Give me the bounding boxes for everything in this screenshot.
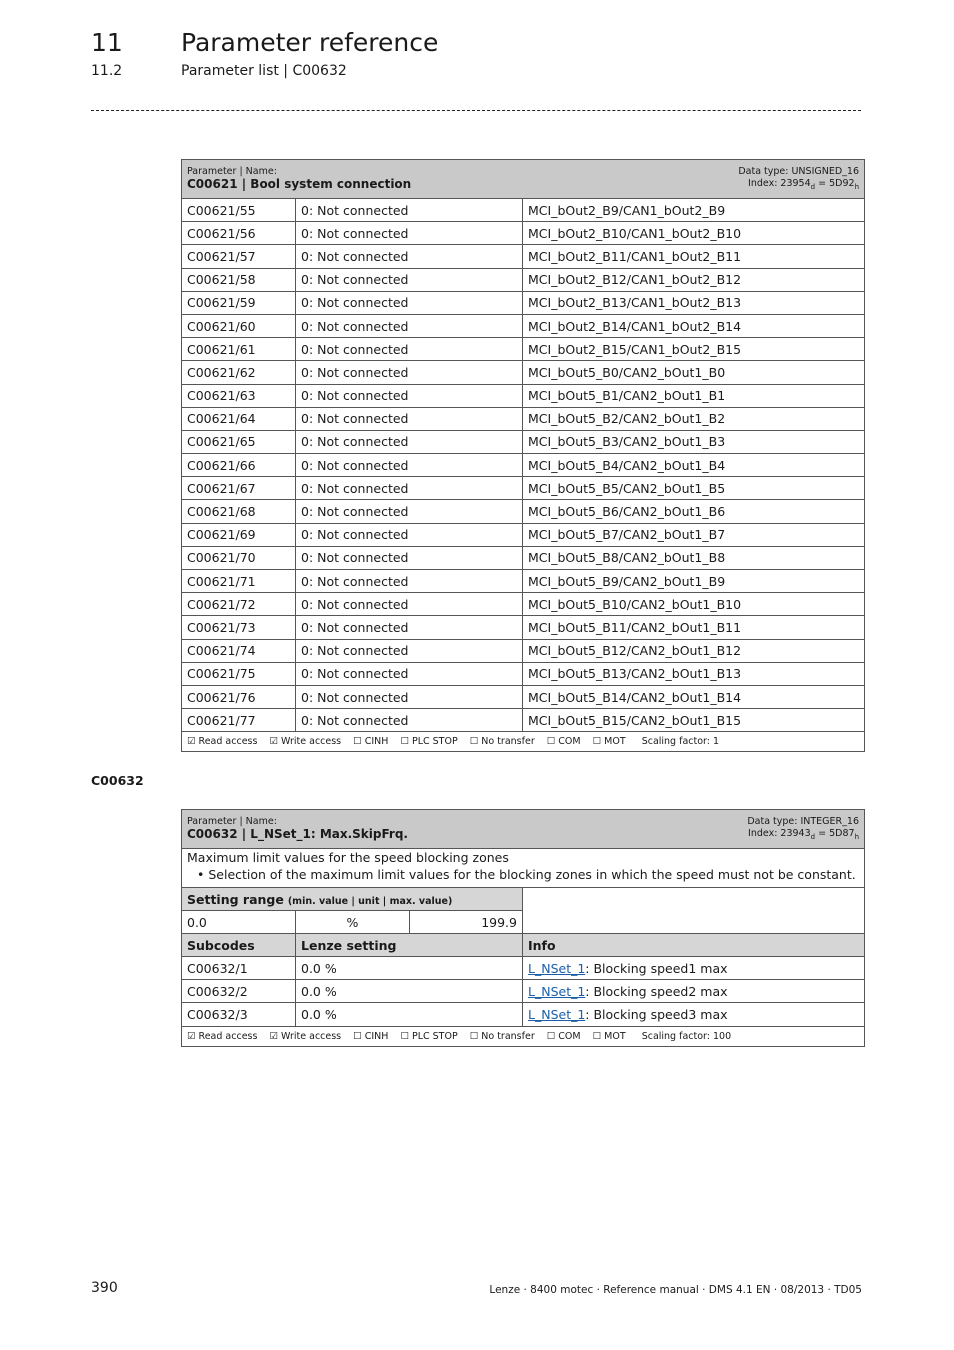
description-text: Maximum limit values for the speed blocking zones [187,850,509,865]
write-access-flag: ☑ Write access [269,1030,342,1042]
no-transfer-flag: ☐ No transfer [469,736,535,748]
section-title: Parameter list | C00632 [181,63,347,79]
setting-cell: 0: Not connected [296,523,523,546]
data-type-info: Data type: INTEGER_16 Index: $23943_d = 5D87_h$ [747,816,859,841]
setting-cell: 0: Not connected [296,407,523,430]
info-cell: MCI_bOut5_B0/CAN2_bOut1_B0 [523,361,865,384]
table-header [182,810,865,849]
subcode-cell: C00621/77 [182,709,296,732]
lenze-setting-cell: 0.0 % [296,1003,523,1026]
unit-value: % [296,911,410,934]
subcode-cell: C00621/65 [182,430,296,453]
setting-cell: 0: Not connected [296,546,523,569]
setting-cell: 0: Not connected [296,268,523,291]
info-cell [523,957,865,980]
info-cell: MCI_bOut5_B7/CAN2_bOut1_B7 [523,523,865,546]
lenze-setting-cell: 0.0 % [296,980,523,1003]
subcode-cell: C00621/60 [182,314,296,337]
info-cell: MCI_bOut2_B15/CAN1_bOut2_B15 [523,338,865,361]
table-row [182,593,865,616]
info-cell: MCI_bOut5_B14/CAN2_bOut1_B14 [523,685,865,708]
setting-cell: 0: Not connected [296,430,523,453]
subcode-cell: C00621/55 [182,199,296,222]
info-cell: MCI_bOut5_B5/CAN2_bOut1_B5 [523,477,865,500]
info-cell: MCI_bOut5_B6/CAN2_bOut1_B6 [523,500,865,523]
description-bullet: • Selection of the maximum limit values for the blocking zones in which the speed must not be constant. [197,867,856,882]
subcode-cell: C00621/70 [182,546,296,569]
col-lenze-setting: Lenze setting [296,934,523,957]
table-row [182,222,865,245]
lenze-setting-cell: 0.0 % [296,957,523,980]
col-info: Info [523,934,865,957]
info-cell: MCI_bOut5_B15/CAN2_bOut1_B15 [523,709,865,732]
setting-cell: 0: Not connected [296,314,523,337]
setting-range-label: Setting range [187,891,284,907]
param-title: C00632 | L_NSet_1: Max.SkipFrq. [187,827,408,841]
subcode-cell: C00621/57 [182,245,296,268]
info-cell: MCI_bOut5_B11/CAN2_bOut1_B11 [523,616,865,639]
cinh-flag: ☐ CINH [353,1030,389,1042]
setting-cell: 0: Not connected [296,709,523,732]
subcode-cell: C00621/67 [182,477,296,500]
subcode-cell: C00632/2 [182,980,296,1003]
plc-stop-flag: ☐ PLC STOP [400,736,458,748]
info-cell: MCI_bOut5_B8/CAN2_bOut1_B8 [523,546,865,569]
setting-cell: 0: Not connected [296,454,523,477]
scaling-factor: Scaling factor: 100 [641,1030,732,1042]
table-row [182,523,865,546]
table-row [182,361,865,384]
info-cell: MCI_bOut5_B3/CAN2_bOut1_B3 [523,430,865,453]
info-link[interactable]: L_NSet_1 [528,960,586,976]
info-text: : Blocking speed2 max [585,983,728,999]
subcode-cell: C00621/71 [182,570,296,593]
parameter-table-c00621 [181,159,865,752]
setting-cell: 0: Not connected [296,222,523,245]
table-row [182,338,865,361]
read-access-flag: ☑ Read access [187,1030,258,1042]
info-cell: MCI_bOut5_B2/CAN2_bOut1_B2 [523,407,865,430]
table-row [182,199,865,222]
table-row [182,477,865,500]
info-link[interactable]: L_NSet_1 [528,983,586,999]
setting-cell: 0: Not connected [296,593,523,616]
write-access-flag: ☑ Write access [269,736,342,748]
data-type-info: Data type: UNSIGNED_16 Index: $23954_d = 5D92_h$ [738,166,859,191]
subcode-cell: C00621/68 [182,500,296,523]
col-subcodes: Subcodes [182,934,296,957]
chapter-number: 11 [91,28,123,57]
subcode-cell: C00632/3 [182,1003,296,1026]
param-label: Parameter | Name: [187,166,277,177]
info-cell: MCI_bOut5_B12/CAN2_bOut1_B12 [523,639,865,662]
table-row [182,546,865,569]
subcode-cell: C00621/63 [182,384,296,407]
table-row [182,662,865,685]
setting-cell: 0: Not connected [296,199,523,222]
table-row [182,245,865,268]
setting-cell: 0: Not connected [296,500,523,523]
subcode-cell: C00621/59 [182,291,296,314]
mot-flag: ☐ MOT [592,1030,626,1042]
subcode-cell: C00621/66 [182,454,296,477]
info-cell: MCI_bOut5_B1/CAN2_bOut1_B1 [523,384,865,407]
subcode-cell: C00621/56 [182,222,296,245]
max-value: 199.9 [410,911,523,934]
table-row [182,980,865,1003]
header-divider [91,110,861,111]
subcode-cell: C00621/73 [182,616,296,639]
subcode-cell: C00621/76 [182,685,296,708]
subcode-cell: C00621/69 [182,523,296,546]
info-link[interactable]: L_NSet_1 [528,1006,586,1022]
info-cell [523,1003,865,1026]
param-label: Parameter | Name: [187,816,277,827]
parameter-table-c00632 [181,809,865,1047]
subcode-cell: C00621/61 [182,338,296,361]
setting-cell: 0: Not connected [296,685,523,708]
table-row [182,709,865,732]
info-cell [523,980,865,1003]
scaling-factor: Scaling factor: 1 [641,736,720,748]
table-row [182,639,865,662]
info-cell: MCI_bOut2_B14/CAN1_bOut2_B14 [523,314,865,337]
info-cell: MCI_bOut5_B10/CAN2_bOut1_B10 [523,593,865,616]
table-row [182,570,865,593]
info-cell: MCI_bOut2_B12/CAN1_bOut2_B12 [523,268,865,291]
table-row [182,454,865,477]
info-cell: MCI_bOut5_B4/CAN2_bOut1_B4 [523,454,865,477]
setting-cell: 0: Not connected [296,291,523,314]
chapter-title: Parameter reference [181,28,439,57]
setting-cell: 0: Not connected [296,384,523,407]
table-header [182,160,865,199]
setting-cell: 0: Not connected [296,338,523,361]
setting-range-sub: (min. value | unit | max. value) [287,895,453,907]
setting-cell: 0: Not connected [296,662,523,685]
info-cell: MCI_bOut5_B9/CAN2_bOut1_B9 [523,570,865,593]
table-row [182,291,865,314]
table-footer [182,732,865,752]
column-headers [182,934,865,957]
table-footer [182,1026,865,1046]
description-row [182,849,865,888]
page-number: 390 [91,1280,118,1296]
no-transfer-flag: ☐ No transfer [469,1030,535,1042]
subcode-cell: C00621/64 [182,407,296,430]
table-row [182,314,865,337]
info-cell: MCI_bOut2_B10/CAN1_bOut2_B10 [523,222,865,245]
table-row [182,616,865,639]
table-row [182,430,865,453]
setting-cell: 0: Not connected [296,361,523,384]
table-row [182,268,865,291]
com-flag: ☐ COM [546,736,581,748]
min-value: 0.0 [182,911,296,934]
subcode-cell: C00621/72 [182,593,296,616]
mot-flag: ☐ MOT [592,736,626,748]
section-heading: C00632 [91,773,144,788]
table-row [182,407,865,430]
subcode-cell: C00632/1 [182,957,296,980]
document-info: Lenze · 8400 motec · Reference manual · DMS 4.1 EN · 08/2013 · TD05 [489,1284,862,1296]
info-text: : Blocking speed1 max [585,960,728,976]
table-row [182,500,865,523]
plc-stop-flag: ☐ PLC STOP [400,1030,458,1042]
subcode-cell: C00621/58 [182,268,296,291]
info-cell: MCI_bOut5_B13/CAN2_bOut1_B13 [523,662,865,685]
info-cell: MCI_bOut2_B9/CAN1_bOut2_B9 [523,199,865,222]
section-number: 11.2 [91,63,123,79]
subcode-cell: C00621/74 [182,639,296,662]
param-title: C00621 | Bool system connection [187,177,412,191]
info-cell: MCI_bOut2_B13/CAN1_bOut2_B13 [523,291,865,314]
setting-cell: 0: Not connected [296,245,523,268]
table-row [182,685,865,708]
setting-cell: 0: Not connected [296,639,523,662]
info-cell: MCI_bOut2_B11/CAN1_bOut2_B11 [523,245,865,268]
setting-cell: 0: Not connected [296,570,523,593]
table-row [182,957,865,980]
subcode-cell: C00621/62 [182,361,296,384]
setting-range-header [182,888,865,911]
table-row [182,384,865,407]
setting-cell: 0: Not connected [296,616,523,639]
read-access-flag: ☑ Read access [187,736,258,748]
subcode-cell: C00621/75 [182,662,296,685]
com-flag: ☐ COM [546,1030,581,1042]
table-row [182,1003,865,1026]
cinh-flag: ☐ CINH [353,736,389,748]
info-text: : Blocking speed3 max [585,1006,728,1022]
setting-cell: 0: Not connected [296,477,523,500]
